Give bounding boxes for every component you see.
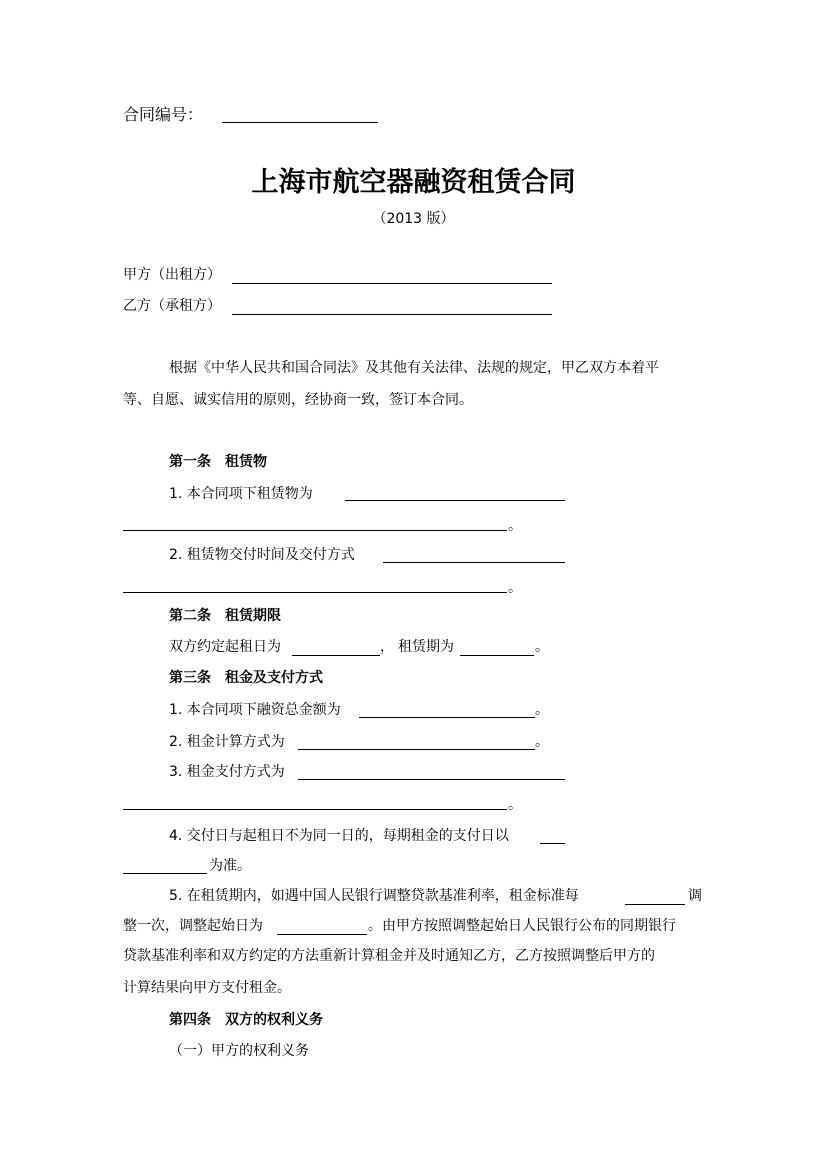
article-3-item-5-line-2b: 。由甲方按照调整起始日人民银行公布的同期银行 <box>368 918 676 934</box>
payment-date-blank-1[interactable] <box>540 843 565 844</box>
contract-number-blank[interactable] <box>222 122 378 123</box>
rent-payment-blank-2[interactable] <box>123 809 507 810</box>
financing-amount-blank[interactable] <box>359 717 535 718</box>
article-3-item-4-line-2: 为准。 <box>209 858 251 874</box>
comma-mark: ， <box>380 639 394 655</box>
article-3-item-3: 3. 租金支付方式为 <box>169 764 285 780</box>
period-mark: 。 <box>535 702 549 718</box>
article-1-item-2: 2. 租赁物交付时间及交付方式 <box>169 547 355 563</box>
period-mark: 。 <box>508 580 522 596</box>
party-a-label: 甲方（出租方） <box>123 267 221 283</box>
preamble-line-2: 等、自愿、诚实信用的原则，经协商一致，签订本合同。 <box>123 392 473 408</box>
article-4-heading: 第四条 双方的权利义务 <box>169 1012 323 1028</box>
period-mark: 。 <box>535 734 549 750</box>
article-3-item-5-line-1a: 5. 在租赁期内，如遇中国人民银行调整贷款基准利率，租金标准每 <box>169 888 579 904</box>
article-3-heading: 第三条 租金及支付方式 <box>169 670 323 686</box>
delivery-blank-1[interactable] <box>383 562 565 563</box>
payment-date-blank-2[interactable] <box>123 873 207 874</box>
lease-start-label: 双方约定起租日为 <box>169 639 281 655</box>
article-4-subheading-1: （一）甲方的权利义务 <box>169 1043 309 1059</box>
lease-term-blank[interactable] <box>460 655 534 656</box>
party-b-label: 乙方（承租方） <box>123 298 221 314</box>
article-3-item-5-line-3: 贷款基准利率和双方约定的方法重新计算租金并及时通知乙方，乙方按照调整后甲方的 <box>123 948 655 964</box>
article-3-item-5-line-1b: 调 <box>688 888 702 904</box>
article-3-item-5-line-4: 计算结果向甲方支付租金。 <box>123 980 291 996</box>
party-a-blank[interactable] <box>232 283 552 284</box>
document-title: 上海市航空器融资租赁合同 <box>251 167 576 198</box>
article-3-item-1: 1. 本合同项下融资总金额为 <box>169 702 341 718</box>
lease-term-label: 租赁期为 <box>398 639 454 655</box>
article-3-item-5-line-2a: 整一次，调整起始日为 <box>123 918 263 934</box>
adjustment-period-blank[interactable] <box>625 904 685 905</box>
adjustment-start-blank[interactable] <box>277 934 367 935</box>
article-3-item-2: 2. 租金计算方式为 <box>169 734 285 750</box>
period-mark: 。 <box>535 639 549 655</box>
rent-payment-blank-1[interactable] <box>298 779 565 780</box>
contract-number-label: 合同编号： <box>123 105 204 124</box>
document-subtitle: （2013 版） <box>372 211 455 227</box>
delivery-blank-2[interactable] <box>123 592 507 593</box>
preamble-line-1: 根据《中华人民共和国合同法》及其他有关法律、法规的规定，甲乙双方本着平 <box>169 360 659 376</box>
article-2-heading: 第二条 租赁期限 <box>169 608 281 624</box>
leased-property-blank-2[interactable] <box>123 530 507 531</box>
party-b-blank[interactable] <box>232 314 552 315</box>
leased-property-blank-1[interactable] <box>345 500 565 501</box>
period-mark: 。 <box>508 797 522 813</box>
period-mark: 。 <box>508 518 522 534</box>
lease-start-blank[interactable] <box>292 655 380 656</box>
rent-calc-blank[interactable] <box>298 749 535 750</box>
article-1-item-1: 1. 本合同项下租赁物为 <box>169 486 313 502</box>
article-3-item-4-line-1: 4. 交付日与起租日不为同一日的，每期租金的支付日以 <box>169 828 509 844</box>
article-1-heading: 第一条 租赁物 <box>169 454 267 470</box>
